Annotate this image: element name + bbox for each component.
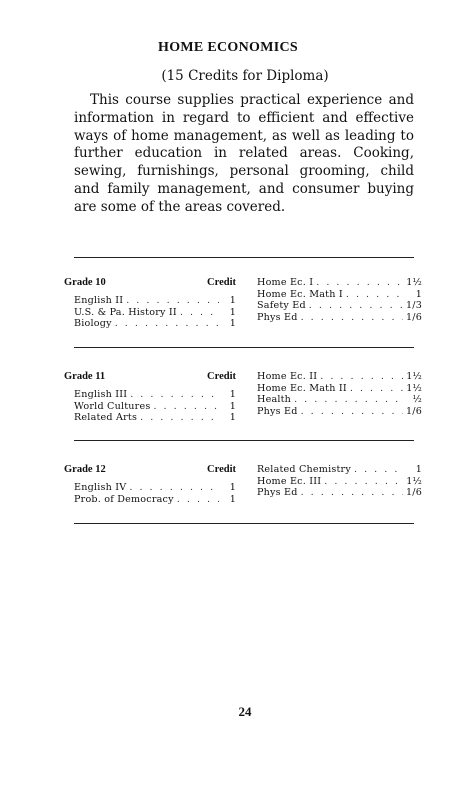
leader-dots	[140, 412, 219, 424]
course-credit: 1	[229, 389, 236, 400]
course-name: Home Ec. II	[257, 371, 318, 382]
grade-label: Grade 12	[64, 464, 106, 475]
course-credit: ½	[412, 394, 422, 405]
course-credit: 1	[415, 464, 422, 475]
grade-10-right-column	[257, 277, 422, 323]
leader-dots	[294, 394, 405, 406]
credit-header: Credit	[207, 277, 236, 288]
grade-10-header	[64, 277, 236, 293]
course-row	[64, 307, 236, 319]
page-number: 24	[238, 704, 252, 719]
leader-dots	[301, 406, 403, 418]
leader-dots	[129, 482, 219, 494]
leader-dots	[354, 464, 405, 476]
course-credit: 1½	[406, 475, 422, 487]
divider	[74, 347, 414, 348]
leader-dots	[301, 487, 403, 499]
course-name: English IV	[74, 482, 127, 493]
leader-dots	[320, 371, 403, 383]
leader-dots	[346, 289, 405, 301]
course-name: Related Arts	[74, 412, 138, 423]
intro-paragraph: This course supplies practical experience and information in regard to efficient and effective ways of home management, as well as leading to further education in related areas. Cooking, sewing, furnishings, personal grooming, child and family management, and consumer buying are some of the areas covered.	[74, 92, 414, 215]
course-name: Home Ec. Math II	[257, 382, 347, 394]
course-row	[257, 383, 422, 395]
leader-dots	[309, 300, 403, 312]
credit-header: Credit	[207, 371, 236, 382]
course-name: World Cultures	[74, 400, 151, 412]
course-name: Home Ec. Math I	[257, 288, 343, 300]
course-name: U.S. & Pa. History II	[74, 306, 177, 318]
course-row	[64, 494, 236, 506]
grade-11-header	[64, 371, 236, 387]
course-name: Biology	[74, 318, 112, 329]
course-name: Related Chemistry	[257, 464, 351, 475]
course-credit: 1	[415, 288, 422, 300]
course-credit: 1½	[406, 371, 422, 382]
leader-dots	[350, 383, 403, 395]
course-row	[257, 406, 422, 418]
page-title: HOME ECONOMICS	[158, 40, 298, 55]
leader-dots	[301, 312, 403, 324]
grade-12-left-column	[64, 464, 236, 505]
course-row	[64, 318, 236, 330]
grade-11-right-column	[257, 371, 422, 417]
grade-10-left-column	[64, 277, 236, 330]
course-credit: 1	[229, 493, 236, 505]
course-name: English III	[74, 389, 128, 400]
course-name: Phys Ed	[257, 487, 298, 498]
course-row	[257, 371, 422, 383]
course-row	[257, 487, 422, 499]
course-credit: 1½	[406, 382, 422, 394]
course-credit: 1	[229, 318, 236, 329]
credit-header: Credit	[207, 464, 236, 475]
course-credit: 1/6	[405, 311, 422, 323]
leader-dots	[177, 494, 219, 506]
leader-dots	[115, 318, 219, 330]
divider	[74, 523, 414, 524]
grade-11-left-column	[64, 371, 236, 424]
course-row	[257, 300, 422, 312]
leader-dots	[126, 295, 219, 307]
course-row	[64, 389, 236, 401]
course-row	[64, 482, 236, 494]
course-row	[64, 295, 236, 307]
course-name: Phys Ed	[257, 311, 298, 323]
divider	[74, 257, 414, 258]
course-row	[64, 401, 236, 413]
leader-dots	[153, 401, 219, 413]
course-credit: 1	[229, 295, 236, 306]
grade-label: Grade 11	[64, 371, 106, 382]
grade-12-header	[64, 464, 236, 480]
course-credit: 1	[229, 400, 236, 412]
course-name: Home Ec. I	[257, 277, 314, 288]
grade-12-right-column	[257, 464, 422, 499]
course-name: English II	[74, 295, 124, 306]
leader-dots	[324, 476, 403, 488]
course-row	[257, 312, 422, 324]
course-credit: 1½	[406, 277, 422, 288]
course-name: Health	[257, 394, 292, 405]
course-name: Prob. of Democracy	[74, 493, 174, 505]
course-credit: 1/3	[405, 300, 422, 311]
course-row	[64, 412, 236, 424]
course-credit: 1/6	[405, 405, 422, 417]
course-credit: 1	[229, 306, 236, 318]
course-name: Home Ec. III	[257, 475, 322, 487]
leader-dots	[316, 277, 403, 289]
course-row	[257, 277, 422, 289]
course-row	[257, 289, 422, 301]
course-row	[257, 476, 422, 488]
page-subtitle: (15 Credits for Diploma)	[161, 68, 329, 84]
course-name: Phys Ed	[257, 405, 298, 417]
divider	[74, 440, 414, 441]
leader-dots	[130, 389, 219, 401]
course-credit: 1	[229, 482, 236, 493]
course-credit: 1/6	[405, 487, 422, 498]
leader-dots	[180, 307, 219, 319]
course-row	[257, 464, 422, 476]
course-credit: 1	[229, 412, 236, 423]
course-name: Safety Ed	[257, 300, 306, 311]
grade-label: Grade 10	[64, 277, 106, 288]
course-row	[257, 394, 422, 406]
